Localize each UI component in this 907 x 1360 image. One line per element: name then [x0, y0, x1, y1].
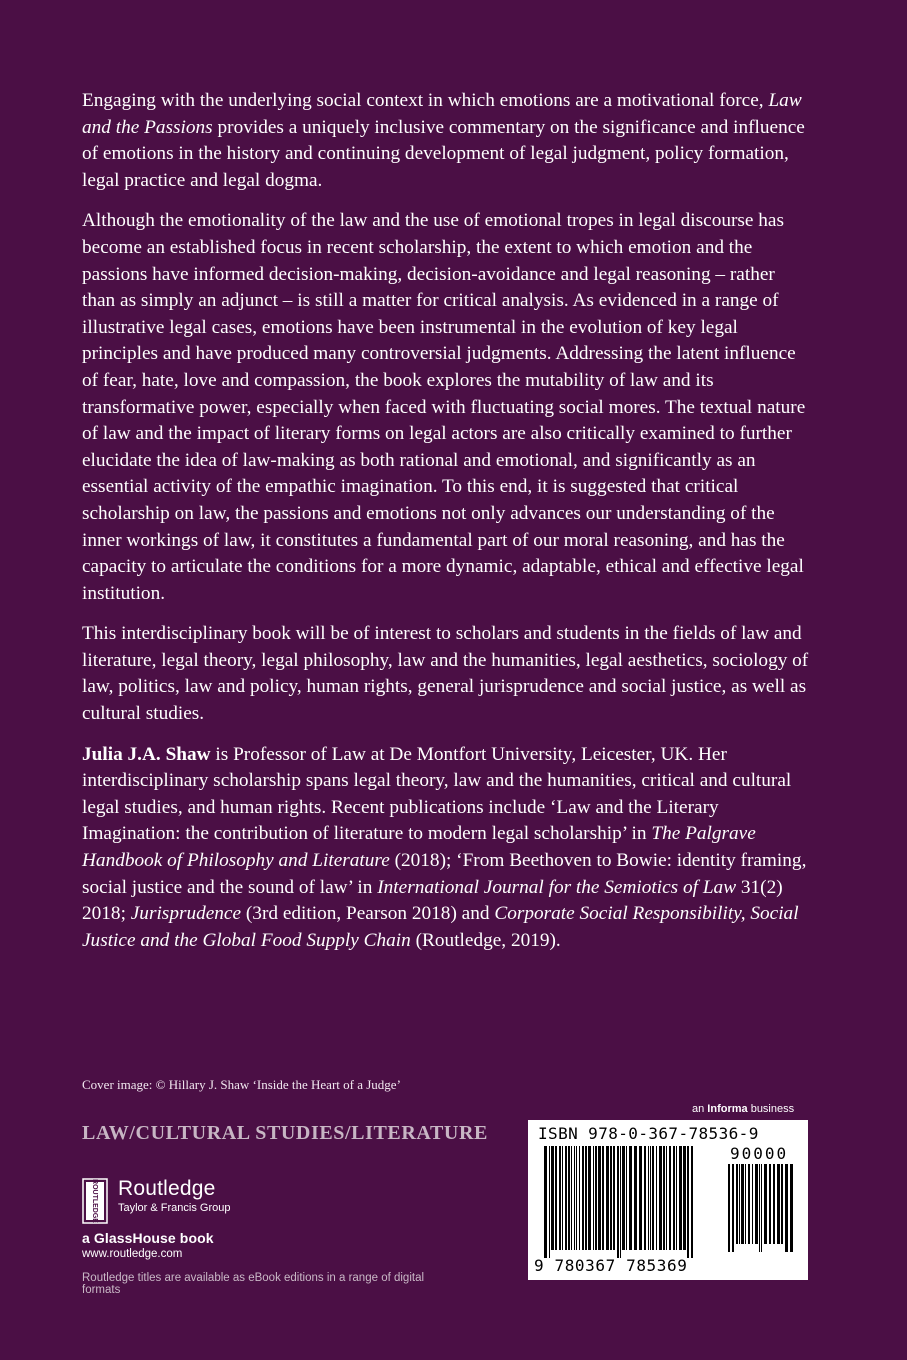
- publisher-website: www.routledge.com: [82, 1248, 183, 1260]
- description-paragraph-2: Although the emotionality of the law and the use of emotional tropes in legal discourse has become an established focus in recent scholarship, the extent to which emotion and the passions have informed decision-making, decision-avoidance and legal reasoning – rather than as simply an adjunct – is still a matter for critical analysis. As evidenced in a range of illustrative legal cases, emotions have been instrumental in the evolution of key legal principles and have produced many controversial judgments. Addressing the latent influence of fear, hate, love and compassion, the book explores the mutability of law and its transformative power, especially when faced with fluctuating social mores. The textual nature of law and the impact of literary forms on legal actors are also critically examined to further elucidate the idea of law-making as both rational and emotional, and significantly as an essential activity of the empathic imagination. To this end, it is suggested that critical scholarship on law, the passions and emotions not only advances our understanding of the inner workings of law, it constitutes a fundamental part of our moral reasoning, and has the capacity to articulate the conditions for a more dynamic, adaptable, ethical and effective legal institution.: [82, 210, 806, 604]
- barcode-bar: [650, 1146, 651, 1250]
- subject-category: LAW/CULTURAL STUDIES/LITERATURE: [82, 1122, 488, 1144]
- barcode-bar: [598, 1146, 601, 1250]
- book-title: Law and the Passions: [82, 90, 802, 138]
- barcode-bar: [781, 1164, 783, 1244]
- publisher-block: [82, 1178, 462, 1296]
- barcode-bar: [739, 1164, 740, 1244]
- barcode-bar: [759, 1164, 760, 1252]
- barcode-bar: [673, 1146, 675, 1250]
- barcode-bar: [639, 1146, 642, 1250]
- barcode-bar: [755, 1164, 758, 1244]
- barcode-bar: [745, 1164, 746, 1244]
- author-name: Julia J.A. Shaw: [82, 743, 211, 765]
- barcode-bar: [579, 1146, 580, 1250]
- barcode-bar: [617, 1146, 619, 1258]
- barcode-bars: [544, 1146, 722, 1258]
- barcode-bar: [663, 1146, 665, 1250]
- barcode-bar: [629, 1146, 632, 1250]
- barcode-bar: [652, 1146, 654, 1250]
- barcode-bar: [613, 1146, 615, 1250]
- informa-business-label: an Informa business: [692, 1103, 795, 1115]
- barcode-addon-digits: 90000: [730, 1144, 789, 1163]
- barcode-bar: [582, 1146, 584, 1250]
- description-paragraph-3: This interdisciplinary book will be of interest to scholars and students in the fields of law and literature, legal theory, legal philosophy, law and the humanities, legal aesthetics, sociology of law, politics, law and policy, human rights, general jurisprudence and social justice, as well as cultural studies.: [82, 623, 809, 725]
- barcode-bar: [669, 1146, 671, 1250]
- barcode-bar: [691, 1146, 693, 1258]
- ebook-note: Routledge titles are available as eBook editions in a range of digital formats: [82, 1272, 425, 1296]
- cover-image-credit: Cover image: © Hillary J. Shaw ‘Inside the Heart of a Judge’: [82, 1077, 401, 1092]
- barcode-bar: [610, 1146, 612, 1250]
- barcode-bar: [785, 1164, 788, 1252]
- barcode-bar: [761, 1164, 762, 1252]
- barcode-bar: [568, 1146, 570, 1250]
- isbn-label: ISBN 978-0-367-78536-9: [538, 1124, 759, 1143]
- barcode-bar: [602, 1146, 604, 1250]
- barcode-bar: [679, 1146, 682, 1250]
- barcode-bar: [634, 1146, 637, 1250]
- barcode-bar: [588, 1146, 591, 1250]
- barcode-bar: [644, 1146, 646, 1250]
- barcode-bar: [752, 1164, 753, 1244]
- barcode-addon-bars: [728, 1164, 800, 1252]
- barcode-bar: [676, 1146, 677, 1250]
- barcode-bar: [549, 1146, 550, 1258]
- back-cover-text: [82, 88, 812, 968]
- barcode-bar: [769, 1164, 771, 1244]
- barcode-bar: [736, 1164, 738, 1244]
- barcode-ean-digits: 9 780367 785369: [534, 1256, 688, 1275]
- barcode-bar: [656, 1146, 657, 1250]
- routledge-logo-icon: [82, 1178, 108, 1224]
- barcode-bar: [732, 1164, 734, 1252]
- barcode-bar: [574, 1146, 575, 1250]
- barcode-bar: [626, 1146, 627, 1250]
- isbn-barcode: [528, 1120, 808, 1280]
- barcode-bar: [687, 1146, 689, 1258]
- barcode-bar: [648, 1146, 649, 1250]
- barcode-bar: [659, 1146, 662, 1250]
- imprint-label: a GlassHouse book: [82, 1230, 214, 1246]
- barcode-bar: [576, 1146, 577, 1250]
- barcode-bar: [606, 1146, 609, 1250]
- barcode-bar: [728, 1164, 730, 1252]
- barcode-bar: [559, 1146, 561, 1250]
- publisher-name: Routledge: [118, 1177, 216, 1200]
- description-paragraph-1: Engaging with the underlying social context in which emotions are a motivational force, Law and the Passions provides a uniquely inclusive commentary on the significance and influence of emotions in the history and continuing development of legal judgment, policy formation, legal practice and legal dogma.: [82, 90, 805, 191]
- barcode-bar: [741, 1164, 744, 1244]
- barcode-bar: [593, 1146, 594, 1250]
- barcode-bar: [555, 1146, 557, 1250]
- publisher-group: Taylor & Francis Group: [118, 1202, 231, 1214]
- barcode-bar: [544, 1146, 547, 1258]
- barcode-bar: [764, 1164, 767, 1244]
- barcode-bar: [790, 1164, 793, 1252]
- barcode-bar: [595, 1146, 597, 1250]
- barcode-bar: [571, 1146, 572, 1250]
- barcode-bar: [620, 1146, 621, 1258]
- barcode-bar: [562, 1146, 563, 1250]
- barcode-bar: [585, 1146, 587, 1250]
- author-bio: Julia J.A. Shaw is Professor of Law at De Montfort University, Leicester, UK. Her interdisciplinary scholarship spans legal theory, law and the humanities, critical and cultural legal studies, and human rights. Recent publications include ‘Law and the Literary Imagination: the contribution of literature to modern legal scholarship’ in The Palgrave Handbook of Philosophy and Literature (2018); ‘From Beethoven to Bowie: identity framing, social justice and the sound of law’ in International Journal for the Semiotics of Law 31(2) 2018; Jurisprudence (3rd edition, Pearson 2018) and Corporate Social Responsibility, Social Justice and the Global Food Supply Chain (Routledge, 2019).: [82, 743, 807, 951]
- barcode-bar: [748, 1164, 750, 1244]
- barcode-bar: [773, 1164, 775, 1244]
- barcode-bar: [683, 1146, 686, 1250]
- barcode-bar: [622, 1146, 625, 1250]
- barcode-bar: [565, 1146, 567, 1250]
- routledge-logo: [82, 1178, 462, 1224]
- barcode-bar: [777, 1164, 780, 1244]
- barcode-bar: [666, 1146, 667, 1250]
- barcode-bar: [551, 1146, 554, 1250]
- svg-text:ROUTLEDGE: ROUTLEDGE: [91, 1179, 99, 1223]
